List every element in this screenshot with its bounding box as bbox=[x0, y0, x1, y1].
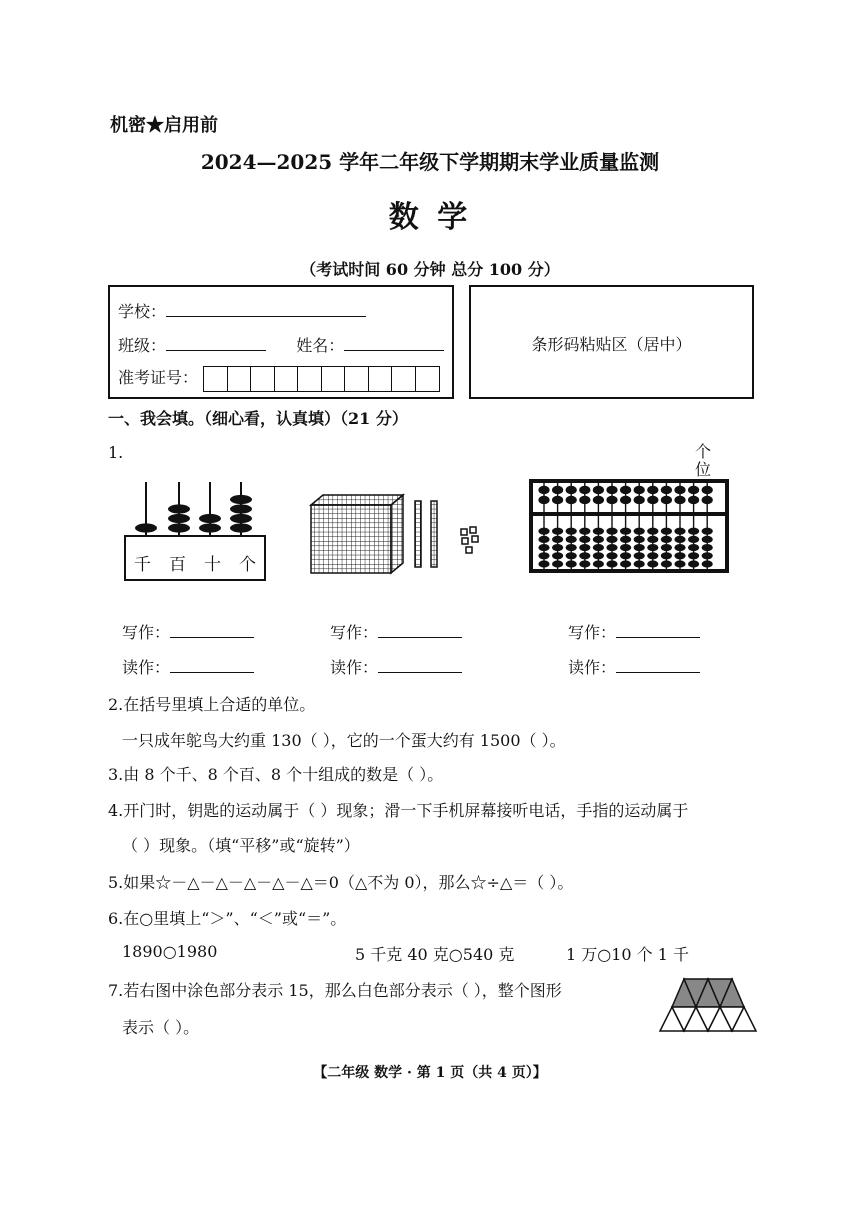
counter-bead bbox=[168, 514, 190, 523]
abacus-lower-bead bbox=[620, 528, 631, 535]
abacus-lower-bead bbox=[593, 528, 604, 535]
place-label-tens: 十 bbox=[204, 555, 221, 575]
counter-bead bbox=[230, 495, 252, 504]
abacus-upper-bead bbox=[579, 486, 590, 494]
abacus-upper-bead bbox=[661, 496, 672, 504]
abacus-lower-bead bbox=[606, 536, 617, 543]
abacus-lower-bead bbox=[688, 536, 699, 543]
place-label-thousands: 千 bbox=[134, 555, 151, 575]
place-label-ones: 个 bbox=[239, 555, 256, 575]
abacus-lower-bead bbox=[620, 552, 631, 559]
q4-line1: 4.开门时，钥匙的运动属于（ ）现象；滑一下手机屏幕接听电话，手指的运动属于 bbox=[108, 801, 689, 820]
counter-bead bbox=[199, 514, 221, 523]
abacus-upper-bead bbox=[538, 496, 549, 504]
abacus-lower-bead bbox=[566, 536, 577, 543]
subject-title: 数 学 bbox=[388, 200, 472, 235]
q6-item-2: 5 千克 40 克○540 克 bbox=[355, 945, 515, 964]
abacus-upper-bead bbox=[593, 496, 604, 504]
abacus-lower-bead bbox=[552, 544, 563, 551]
q6-item-1: 1890○1980 bbox=[122, 942, 218, 961]
abacus-lower-bead bbox=[647, 552, 658, 559]
abacus-upper-bead bbox=[566, 496, 577, 504]
abacus-lower-bead bbox=[688, 552, 699, 559]
abacus-lower-bead bbox=[552, 552, 563, 559]
counter-bead bbox=[199, 523, 221, 532]
barcode-label: 条形码粘贴区（居中） bbox=[531, 335, 692, 354]
abacus-lower-bead bbox=[688, 560, 699, 567]
abacus-upper-bead bbox=[552, 496, 563, 504]
abacus-lower-bead bbox=[593, 544, 604, 551]
abacus-upper-bead bbox=[593, 486, 604, 494]
abacus-lower-bead bbox=[538, 560, 549, 567]
counter-bead bbox=[168, 523, 190, 532]
abacus-lower-bead bbox=[688, 544, 699, 551]
abacus-lower-bead bbox=[688, 528, 699, 535]
abacus bbox=[530, 480, 730, 575]
q1-read-1-field[interactable] bbox=[170, 656, 254, 673]
thousand-cube bbox=[311, 495, 403, 573]
abacus-lower-bead bbox=[606, 560, 617, 567]
abacus-lower-bead bbox=[538, 536, 549, 543]
abacus-upper-bead bbox=[647, 496, 658, 504]
abacus-lower-bead bbox=[552, 560, 563, 567]
q1-read-2-field[interactable] bbox=[378, 656, 462, 673]
class-row bbox=[118, 333, 444, 356]
abacus-lower-bead bbox=[620, 560, 631, 567]
name-field[interactable] bbox=[344, 334, 444, 351]
abacus-lower-bead bbox=[620, 544, 631, 551]
abacus-lower-bead bbox=[634, 544, 645, 551]
abacus-upper-bead bbox=[702, 496, 713, 504]
abacus-upper-bead bbox=[620, 486, 631, 494]
abacus-upper-bead bbox=[702, 486, 713, 494]
q2-line: 一只成年鸵鸟大约重 130（ ），它的一个蛋大约有 1500（ ）。 bbox=[122, 731, 566, 750]
abacus-lower-bead bbox=[606, 544, 617, 551]
abacus-upper-bead bbox=[674, 486, 685, 494]
unit-cubes bbox=[461, 527, 478, 553]
abacus-lower-bead bbox=[702, 536, 713, 543]
school-field[interactable] bbox=[166, 300, 366, 317]
abacus-lower-bead bbox=[647, 560, 658, 567]
abacus-lower-bead bbox=[593, 536, 604, 543]
abacus-lower-bead bbox=[593, 552, 604, 559]
abacus-lower-bead bbox=[634, 552, 645, 559]
q1-write-2: 写作： bbox=[330, 620, 462, 643]
abacus-lower-bead bbox=[702, 528, 713, 535]
q1-read-3: 读作： bbox=[568, 655, 700, 678]
abacus-lower-bead bbox=[593, 560, 604, 567]
class-label: 班级： bbox=[118, 336, 167, 355]
abacus-lower-bead bbox=[674, 536, 685, 543]
q1-read-1: 读作： bbox=[122, 655, 254, 678]
abacus-lower-bead bbox=[647, 536, 658, 543]
abacus-lower-bead bbox=[579, 552, 590, 559]
abacus-lower-bead bbox=[674, 544, 685, 551]
abacus-lower-bead bbox=[579, 544, 590, 551]
abacus-lower-bead bbox=[579, 560, 590, 567]
abacus-lower-bead bbox=[702, 560, 713, 567]
abacus-lower-bead bbox=[566, 544, 577, 551]
abacus-lower-bead bbox=[702, 552, 713, 559]
abacus-lower-bead bbox=[661, 552, 672, 559]
abacus-lower-bead bbox=[538, 552, 549, 559]
abacus-lower-bead bbox=[634, 560, 645, 567]
confidential-mark: 机密★启用前 bbox=[110, 115, 218, 136]
abacus-lower-bead bbox=[634, 528, 645, 535]
abacus-lower-bead bbox=[674, 560, 685, 567]
abacus-lower-bead bbox=[661, 536, 672, 543]
abacus-ones-label: 个 位 bbox=[695, 442, 712, 479]
q7-line1: 7.若右图中涂色部分表示 15，那么白色部分表示（ ），整个图形 bbox=[108, 981, 562, 1000]
abacus-lower-bead bbox=[634, 536, 645, 543]
q1-write-3-field[interactable] bbox=[616, 621, 700, 638]
abacus-lower-bead bbox=[552, 536, 563, 543]
id-row bbox=[118, 365, 440, 392]
abacus-upper-bead bbox=[688, 486, 699, 494]
base-ten-blocks bbox=[305, 495, 505, 577]
exam-title: 2024—2025 学年二年级下学期期末学业质量监测 bbox=[200, 150, 660, 174]
abacus-upper-bead bbox=[661, 486, 672, 494]
abacus-lower-bead bbox=[606, 552, 617, 559]
q1-write-1: 写作： bbox=[122, 620, 254, 643]
school-row bbox=[118, 299, 366, 322]
q1-read-2: 读作： bbox=[330, 655, 462, 678]
trapezoid-triangle-figure bbox=[660, 975, 760, 1035]
id-label: 准考证号： bbox=[118, 368, 199, 387]
student-info-box bbox=[108, 285, 454, 399]
abacus-lower-bead bbox=[579, 536, 590, 543]
q6-title: 6.在○里填上“＞”、“＜”或“＝”。 bbox=[108, 909, 347, 928]
counter-bead bbox=[230, 523, 252, 532]
page-footer: 【二年级 数学 · 第 1 页（共 4 页）】 bbox=[313, 1065, 547, 1081]
abacus-lower-bead bbox=[647, 528, 658, 535]
abacus-upper-bead bbox=[688, 496, 699, 504]
q7-line2: 表示（ ）。 bbox=[122, 1018, 200, 1037]
abacus-lower-bead bbox=[606, 528, 617, 535]
abacus-lower-bead bbox=[647, 544, 658, 551]
counter-place-labels bbox=[125, 550, 265, 575]
exam-info: （考试时间 60 分钟 总分 100 分） bbox=[300, 260, 560, 279]
abacus-lower-bead bbox=[538, 544, 549, 551]
counter-bead bbox=[230, 514, 252, 523]
barcode-area bbox=[469, 285, 754, 399]
abacus-upper-bead bbox=[538, 486, 549, 494]
q5-line: 5.如果☆－△－△－△－△－△＝0（△不为 0），那么☆÷△＝（ ）。 bbox=[108, 873, 574, 892]
q1-read-3-field[interactable] bbox=[616, 656, 700, 673]
abacus-upper-bead bbox=[634, 486, 645, 494]
q1-write-3: 写作： bbox=[568, 620, 700, 643]
abacus-lower-bead bbox=[566, 552, 577, 559]
abacus-upper-bead bbox=[566, 486, 577, 494]
q1-number: 1. bbox=[108, 443, 124, 462]
q4-line2: （ ）现象。（填“平移”或“旋转”） bbox=[122, 836, 360, 855]
q1-write-1-field[interactable] bbox=[170, 621, 254, 638]
abacus-upper-bead bbox=[634, 496, 645, 504]
abacus-upper-bead bbox=[579, 496, 590, 504]
ten-rods bbox=[415, 501, 437, 567]
abacus-upper-bead bbox=[606, 496, 617, 504]
counter-bead bbox=[135, 523, 157, 532]
class-field[interactable] bbox=[166, 334, 266, 351]
q2-title: 2.在括号里填上合适的单位。 bbox=[108, 695, 316, 714]
abacus-upper-bead bbox=[647, 486, 658, 494]
abacus-lower-bead bbox=[661, 528, 672, 535]
abacus-lower-bead bbox=[579, 528, 590, 535]
school-label: 学校： bbox=[118, 302, 167, 321]
place-label-hundreds: 百 bbox=[169, 555, 186, 575]
q6-item-3: 1 万○10 个 1 千 bbox=[566, 945, 690, 964]
abacus-lower-bead bbox=[620, 536, 631, 543]
abacus-lower-bead bbox=[552, 528, 563, 535]
section1-heading: 一、我会填。（细心看，认真填）（21 分） bbox=[108, 409, 408, 428]
abacus-lower-bead bbox=[702, 544, 713, 551]
abacus-lower-bead bbox=[661, 560, 672, 567]
abacus-lower-bead bbox=[674, 528, 685, 535]
abacus-upper-bead bbox=[552, 486, 563, 494]
abacus-lower-bead bbox=[661, 544, 672, 551]
abacus-lower-bead bbox=[566, 560, 577, 567]
abacus-upper-bead bbox=[620, 496, 631, 504]
q1-write-2-field[interactable] bbox=[378, 621, 462, 638]
name-label: 姓名： bbox=[296, 336, 345, 355]
abacus-upper-bead bbox=[606, 486, 617, 494]
q3-line: 3.由 8 个千、8 个百、8 个十组成的数是（ ）。 bbox=[108, 765, 444, 784]
counter-bead bbox=[230, 504, 252, 513]
abacus-lower-bead bbox=[538, 528, 549, 535]
abacus-lower-bead bbox=[566, 528, 577, 535]
id-number-cells[interactable] bbox=[203, 366, 440, 392]
abacus-lower-bead bbox=[674, 552, 685, 559]
abacus-upper-bead bbox=[674, 496, 685, 504]
counter-bead bbox=[168, 504, 190, 513]
